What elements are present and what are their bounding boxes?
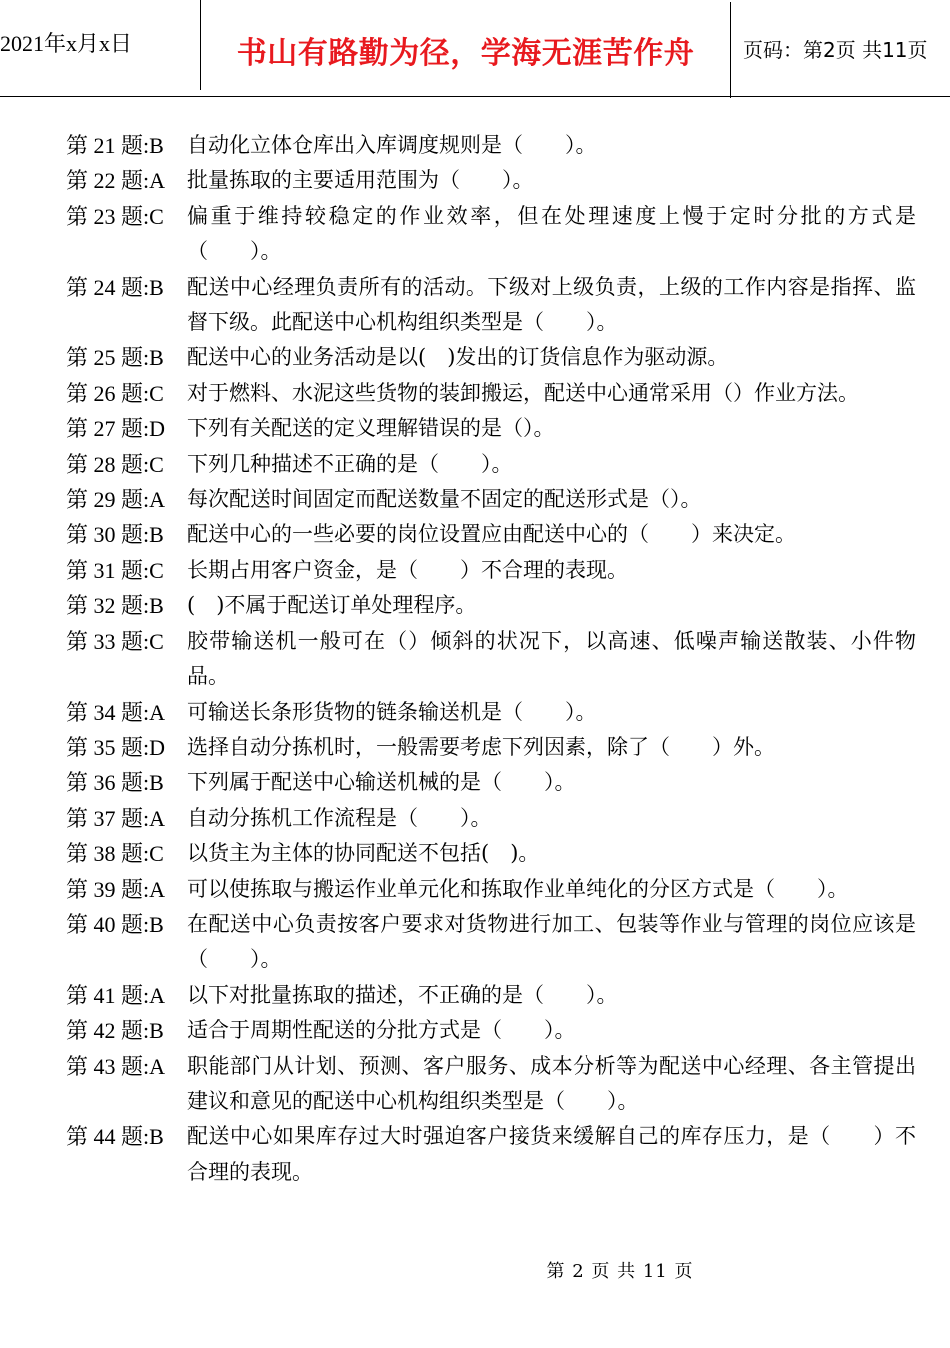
- question-text: 长期占用客户资金，是（ ）不合理的表现。: [187, 557, 628, 582]
- question-item: [66, 836, 916, 871]
- question-item: [66, 128, 916, 163]
- question-text: 下列有关配送的定义理解错误的是（）。: [187, 416, 555, 441]
- question-item: [66, 163, 916, 198]
- question-item: [66, 1119, 916, 1190]
- question-text: 胶带输送机一般可在（）倾斜的状况下，以高速、低噪声输送散装、小件物品。: [187, 628, 916, 689]
- question-label: 第 30 题:B: [66, 522, 164, 548]
- question-text: ( )不属于配送订单处理程序。: [187, 593, 477, 618]
- question-label: 第 37 题:A: [66, 805, 166, 831]
- question-item: [66, 517, 916, 552]
- question-item: [66, 907, 916, 978]
- question-item: [66, 978, 916, 1013]
- question-text: 配送中心的一些必要的岗位设置应由配送中心的（ ）来决定。: [187, 522, 796, 547]
- question-label: 第 33 题:C: [66, 628, 164, 654]
- question-label: 第 21 题:B: [66, 133, 164, 158]
- question-label: 第 28 题:C: [66, 451, 164, 477]
- question-item: [66, 270, 916, 341]
- question-item: [66, 1049, 916, 1120]
- page-header: [0, 0, 950, 97]
- question-label: 第 25 题:B: [66, 345, 164, 371]
- question-text: 可输送长条形货物的链条输送机是（ ）。: [187, 699, 597, 724]
- question-text: 偏重于维持较稳定的作业效率，但在处理速度上慢于定时分批的方式是（ ）。: [187, 203, 916, 264]
- question-label: 第 42 题:B: [66, 1018, 164, 1044]
- question-item: [66, 447, 916, 482]
- question-item: [66, 624, 916, 695]
- question-item: [66, 553, 916, 588]
- question-item: [66, 1013, 916, 1048]
- question-text: 在配送中心负责按客户要求对货物进行加工、包装等作业与管理的岗位应该是（ ）。: [187, 911, 916, 972]
- header-page-info: 页码：第2页 共11页: [743, 37, 928, 62]
- question-label: 第 36 题:B: [66, 770, 164, 796]
- question-text: 下列属于配送中心输送机械的是（ ）。: [187, 770, 576, 795]
- question-text: 职能部门从计划、预测、客户服务、成本分析等为配送中心经理、各主管提出建议和意见的配送中心机构组织类型是（ ）。: [187, 1053, 916, 1113]
- question-label: 第 29 题:A: [66, 487, 166, 513]
- question-label: 第 32 题:B: [66, 593, 164, 619]
- question-text: 选择自动分拣机时，一般需要考虑下列因素，除了（ ）外。: [187, 734, 775, 759]
- header-motto: 书山有路勤为径，学海无涯苦作舟: [201, 2, 731, 98]
- question-item: [66, 872, 916, 907]
- question-label: 第 41 题:A: [66, 982, 166, 1008]
- question-text: 下列几种描述不正确的是（ ）。: [187, 451, 513, 476]
- question-item: [66, 695, 916, 730]
- question-item: [66, 340, 916, 375]
- question-item: [66, 199, 916, 270]
- question-text: 对于燃料、水泥这些货物的装卸搬运，配送中心通常采用（）作业方法。: [187, 380, 859, 405]
- question-label: 第 35 题:D: [66, 734, 166, 760]
- question-text: 批量拣取的主要适用范围为（ ）。: [187, 168, 534, 193]
- question-label: 第 24 题:B: [66, 274, 164, 300]
- question-label: 第 31 题:C: [66, 557, 164, 583]
- header-date: 2021年x月x日: [0, 0, 201, 90]
- question-label: 第 26 题:C: [66, 380, 164, 406]
- question-text: 每次配送时间固定而配送数量不固定的配送形式是（）。: [187, 487, 702, 512]
- question-item: [66, 765, 916, 800]
- question-label: 第 34 题:A: [66, 699, 166, 725]
- question-label: 第 40 题:B: [66, 911, 164, 937]
- question-text: 适合于周期性配送的分批方式是（ ）。: [187, 1018, 576, 1043]
- question-text: 配送中心经理负责所有的活动。下级对上级负责，上级的工作内容是指挥、监督下级。此配送中心机构组织类型是（ ）。: [187, 274, 916, 335]
- question-label: 第 44 题:B: [66, 1124, 164, 1150]
- question-text: 以货主为主体的协同配送不包括( )。: [187, 841, 540, 866]
- question-label: 第 23 题:C: [66, 203, 164, 229]
- question-text: 以下对批量拣取的描述，不正确的是（ ）。: [187, 982, 618, 1007]
- question-text: 自动分拣机工作流程是（ ）。: [187, 805, 492, 830]
- question-text: 可以使拣取与搬运作业单元化和拣取作业单纯化的分区方式是（ ）。: [187, 876, 849, 901]
- question-text: 自动化立体仓库出入库调度规则是（ ）。: [187, 133, 597, 157]
- question-label: 第 39 题:A: [66, 876, 166, 902]
- question-text: 配送中心的业务活动是以( )发出的订货信息作为驱动源。: [187, 345, 729, 370]
- question-label: 第 22 题:A: [66, 168, 166, 194]
- question-item: [66, 588, 916, 623]
- page-footer: 第 2 页 共 11 页: [546, 1261, 694, 1282]
- question-item: [66, 730, 916, 765]
- question-label: 第 43 题:A: [66, 1053, 166, 1079]
- question-label: 第 38 题:C: [66, 841, 164, 867]
- question-label: 第 27 题:D: [66, 416, 166, 442]
- question-text: 配送中心如果库存过大时强迫客户接货来缓解自己的库存压力，是（ ）不合理的表现。: [187, 1124, 916, 1184]
- question-item: [66, 411, 916, 446]
- question-item: [66, 376, 916, 411]
- question-item: [66, 801, 916, 836]
- question-item: [66, 482, 916, 517]
- question-list: [66, 128, 916, 1190]
